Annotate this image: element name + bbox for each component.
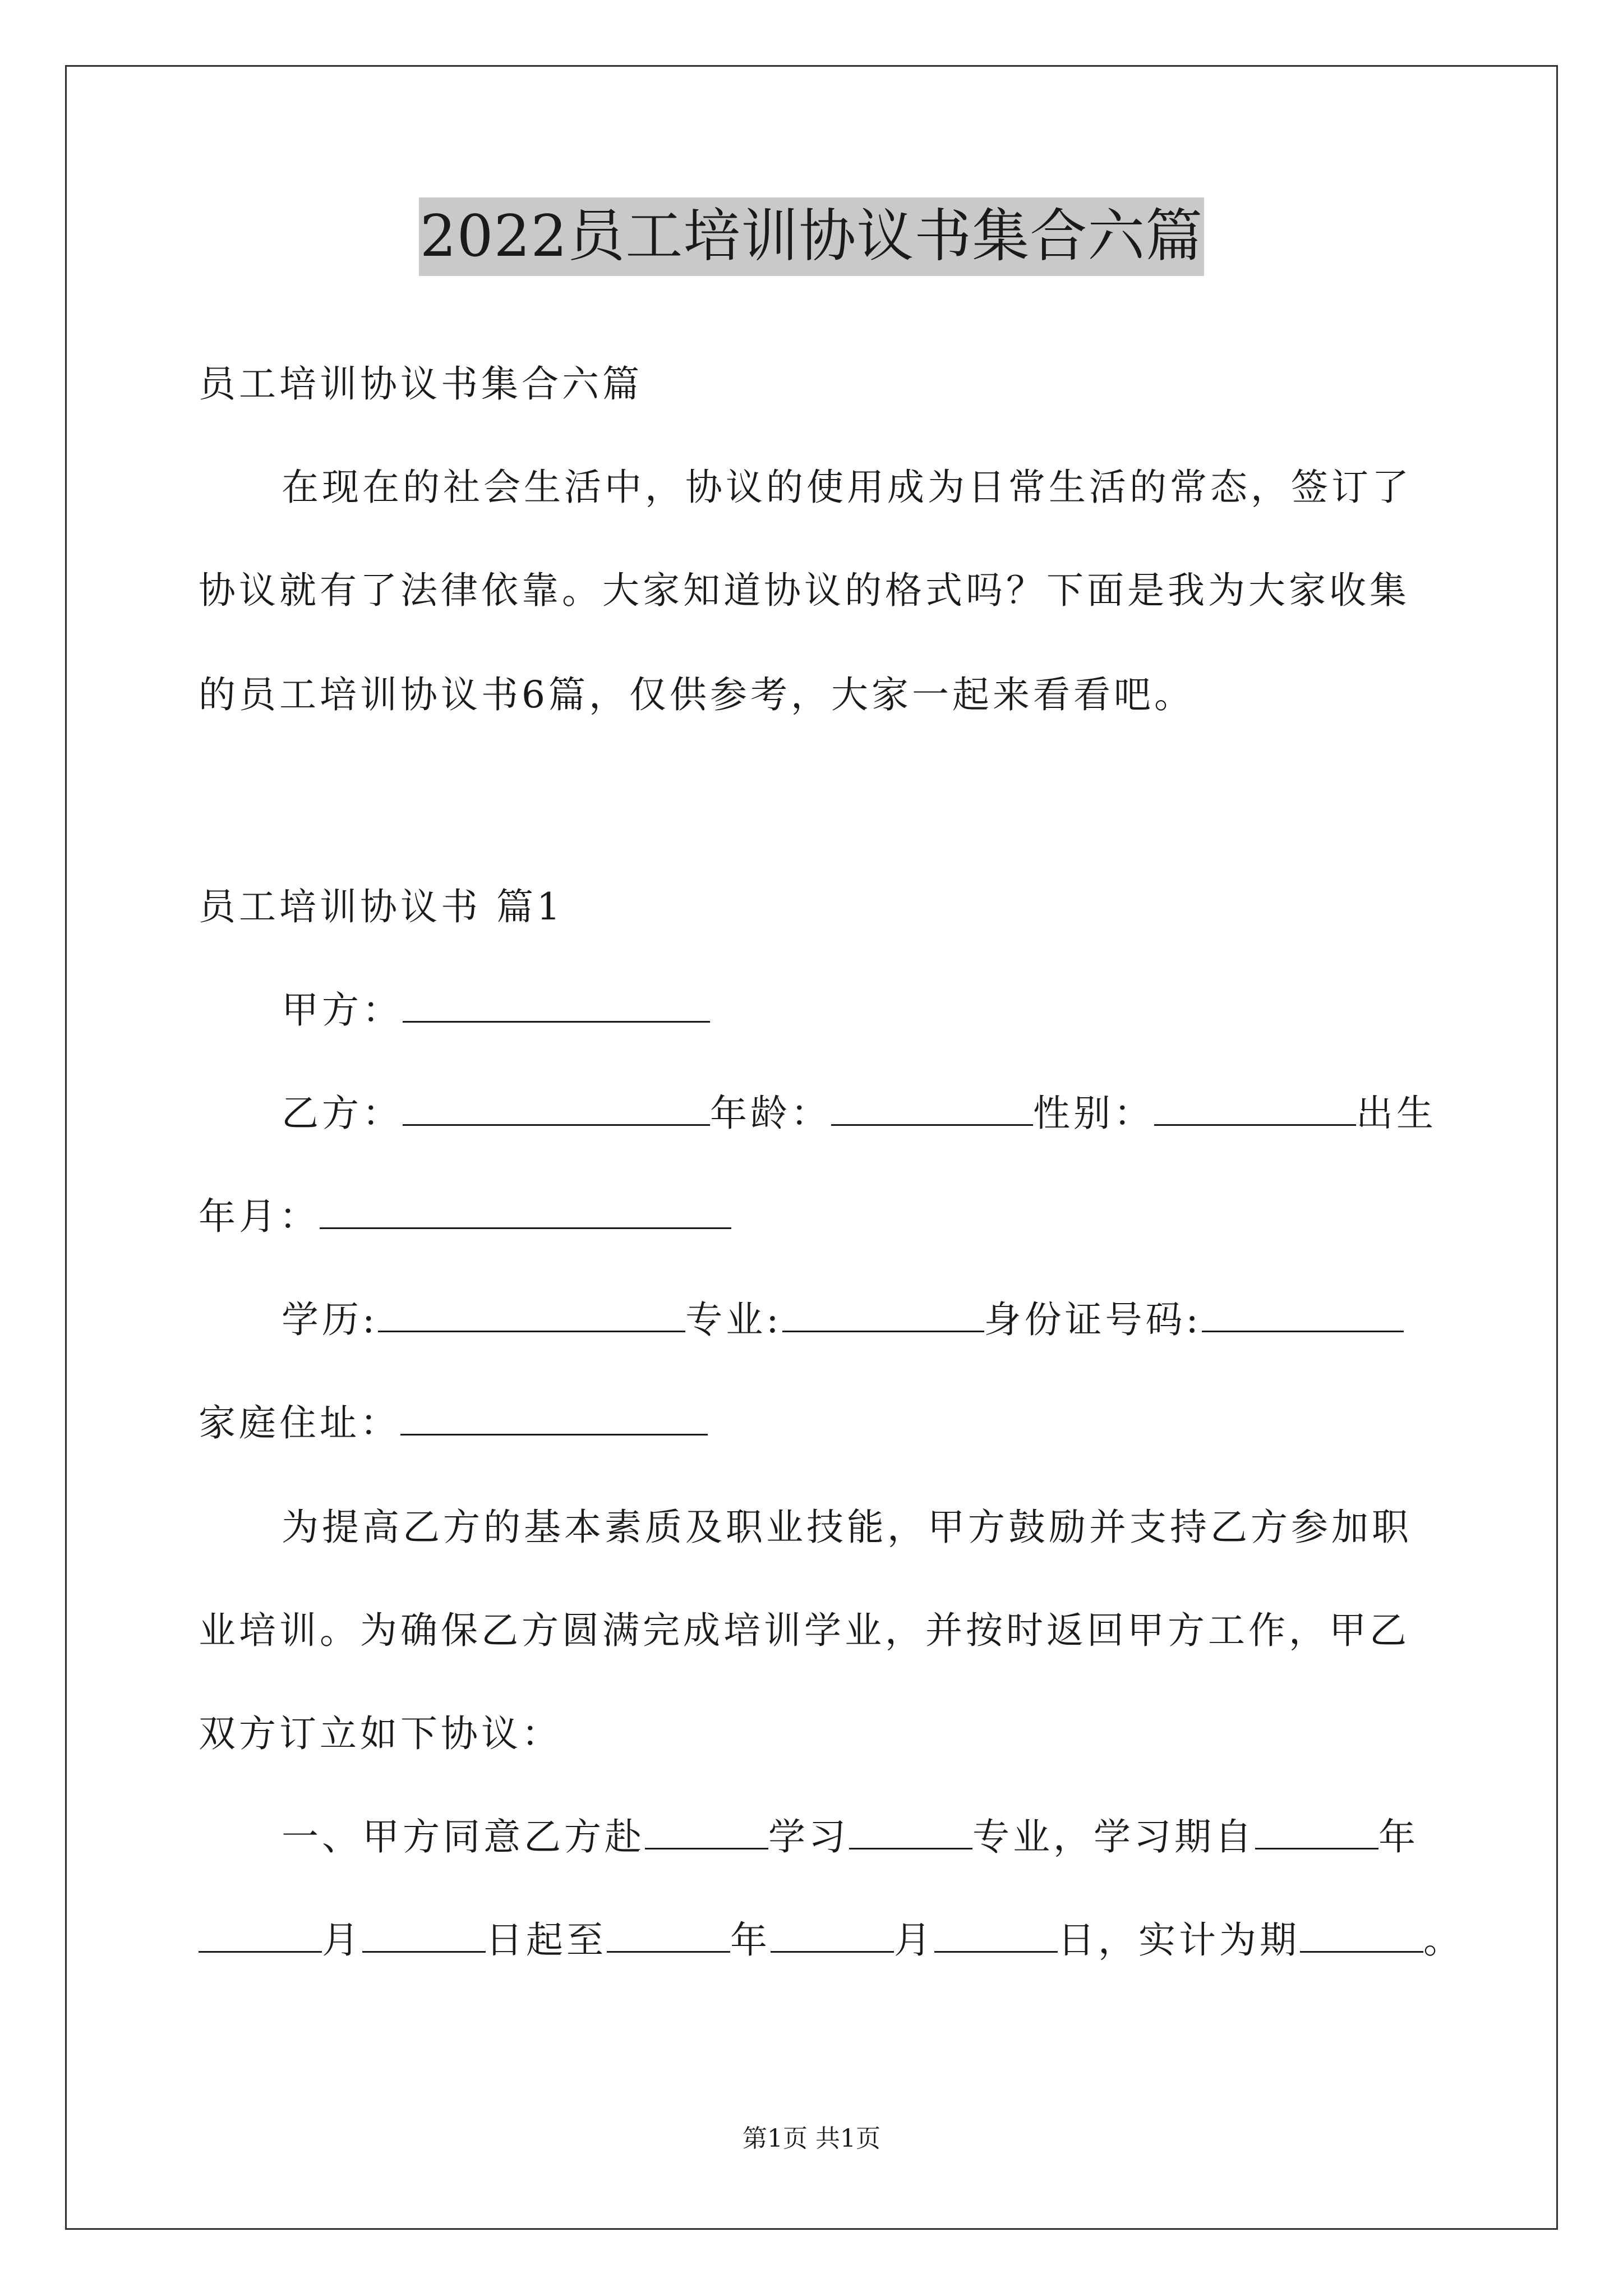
address-line — [199, 1398, 708, 1448]
id-number-label: 身份证号码: — [984, 1298, 1202, 1341]
clause1-text-2: 学习 — [768, 1815, 849, 1858]
body-line-3: 双方订立如下协议： — [199, 1712, 562, 1755]
intro-line-2: 协议就有了法律依靠。大家知道协议的格式吗？下面是我为大家收集 — [199, 569, 1410, 612]
clause1-text-5: 月 — [322, 1918, 362, 1962]
clause1-line-2 — [199, 1915, 1464, 1966]
birth-label-part2: 年月： — [199, 1195, 320, 1238]
gender-blank — [1154, 1089, 1356, 1126]
title-container — [0, 197, 1623, 276]
clause1-blank-start-month — [199, 1916, 322, 1953]
clause1-blank-end-year — [607, 1916, 730, 1953]
age-blank — [831, 1089, 1033, 1126]
clause1-text-8: 月 — [894, 1918, 934, 1962]
gender-label: 性别： — [1033, 1092, 1154, 1135]
major-blank — [782, 1296, 984, 1332]
education-blank — [378, 1296, 685, 1332]
section-heading: 员工培训协议书 篇1 — [199, 885, 564, 928]
clause1-text-3: 专业，学习期自 — [972, 1815, 1255, 1858]
subtitle: 员工培训协议书集合六篇 — [199, 362, 643, 406]
clause1-blank-place — [645, 1813, 768, 1849]
major-label: 专业: — [685, 1298, 782, 1341]
party-a-label: 甲方： — [282, 988, 403, 1032]
clause1-blank-end-day — [934, 1916, 1058, 1953]
document-title: 2022员工培训协议书集合六篇 — [419, 197, 1205, 276]
clause1-blank-duration — [1300, 1916, 1423, 1953]
education-line — [282, 1295, 1404, 1345]
age-label: 年龄： — [710, 1092, 831, 1135]
clause1-blank-end-month — [771, 1916, 894, 1953]
birth-line — [199, 1191, 731, 1242]
page-footer: 第1页 共1页 — [743, 2124, 880, 2153]
clause1-blank-start-day — [362, 1916, 486, 1953]
clause1-text-6: 日起至 — [486, 1918, 607, 1962]
clause1-blank-subject — [849, 1813, 972, 1849]
address-label: 家庭住址： — [199, 1401, 400, 1444]
clause1-text-7: 年 — [730, 1918, 771, 1962]
intro-line-3: 的员工培训协议书6篇，仅供参考，大家一起来看看吧。 — [199, 673, 1195, 716]
body-line-1: 为提高乙方的基本素质及职业技能，甲方鼓励并支持乙方参加职 — [282, 1506, 1412, 1549]
clause1-line-1 — [282, 1812, 1419, 1862]
education-label: 学历: — [282, 1298, 379, 1341]
body-line-2: 业培训。为确保乙方圆满完成培训学业，并按时返回甲方工作，甲乙 — [199, 1609, 1410, 1652]
id-number-blank — [1202, 1296, 1404, 1332]
birth-blank — [320, 1193, 731, 1229]
party-b-line — [282, 1088, 1437, 1139]
address-blank — [400, 1399, 708, 1435]
party-b-label: 乙方： — [282, 1092, 403, 1135]
party-a-blank — [403, 986, 710, 1023]
clause1-blank-start-year — [1255, 1813, 1378, 1849]
party-a-line — [282, 985, 710, 1036]
clause1-text-4: 年 — [1378, 1815, 1419, 1858]
party-b-blank — [403, 1089, 710, 1126]
intro-line-1: 在现在的社会生活中，协议的使用成为日常生活的常态，签订了 — [282, 466, 1412, 509]
clause1-text-10: 。 — [1423, 1918, 1464, 1962]
clause1-text-1: 一、甲方同意乙方赴 — [282, 1815, 645, 1858]
clause1-text-9: 日，实计为期 — [1058, 1918, 1300, 1962]
birth-label-part1: 出生 — [1356, 1092, 1437, 1135]
